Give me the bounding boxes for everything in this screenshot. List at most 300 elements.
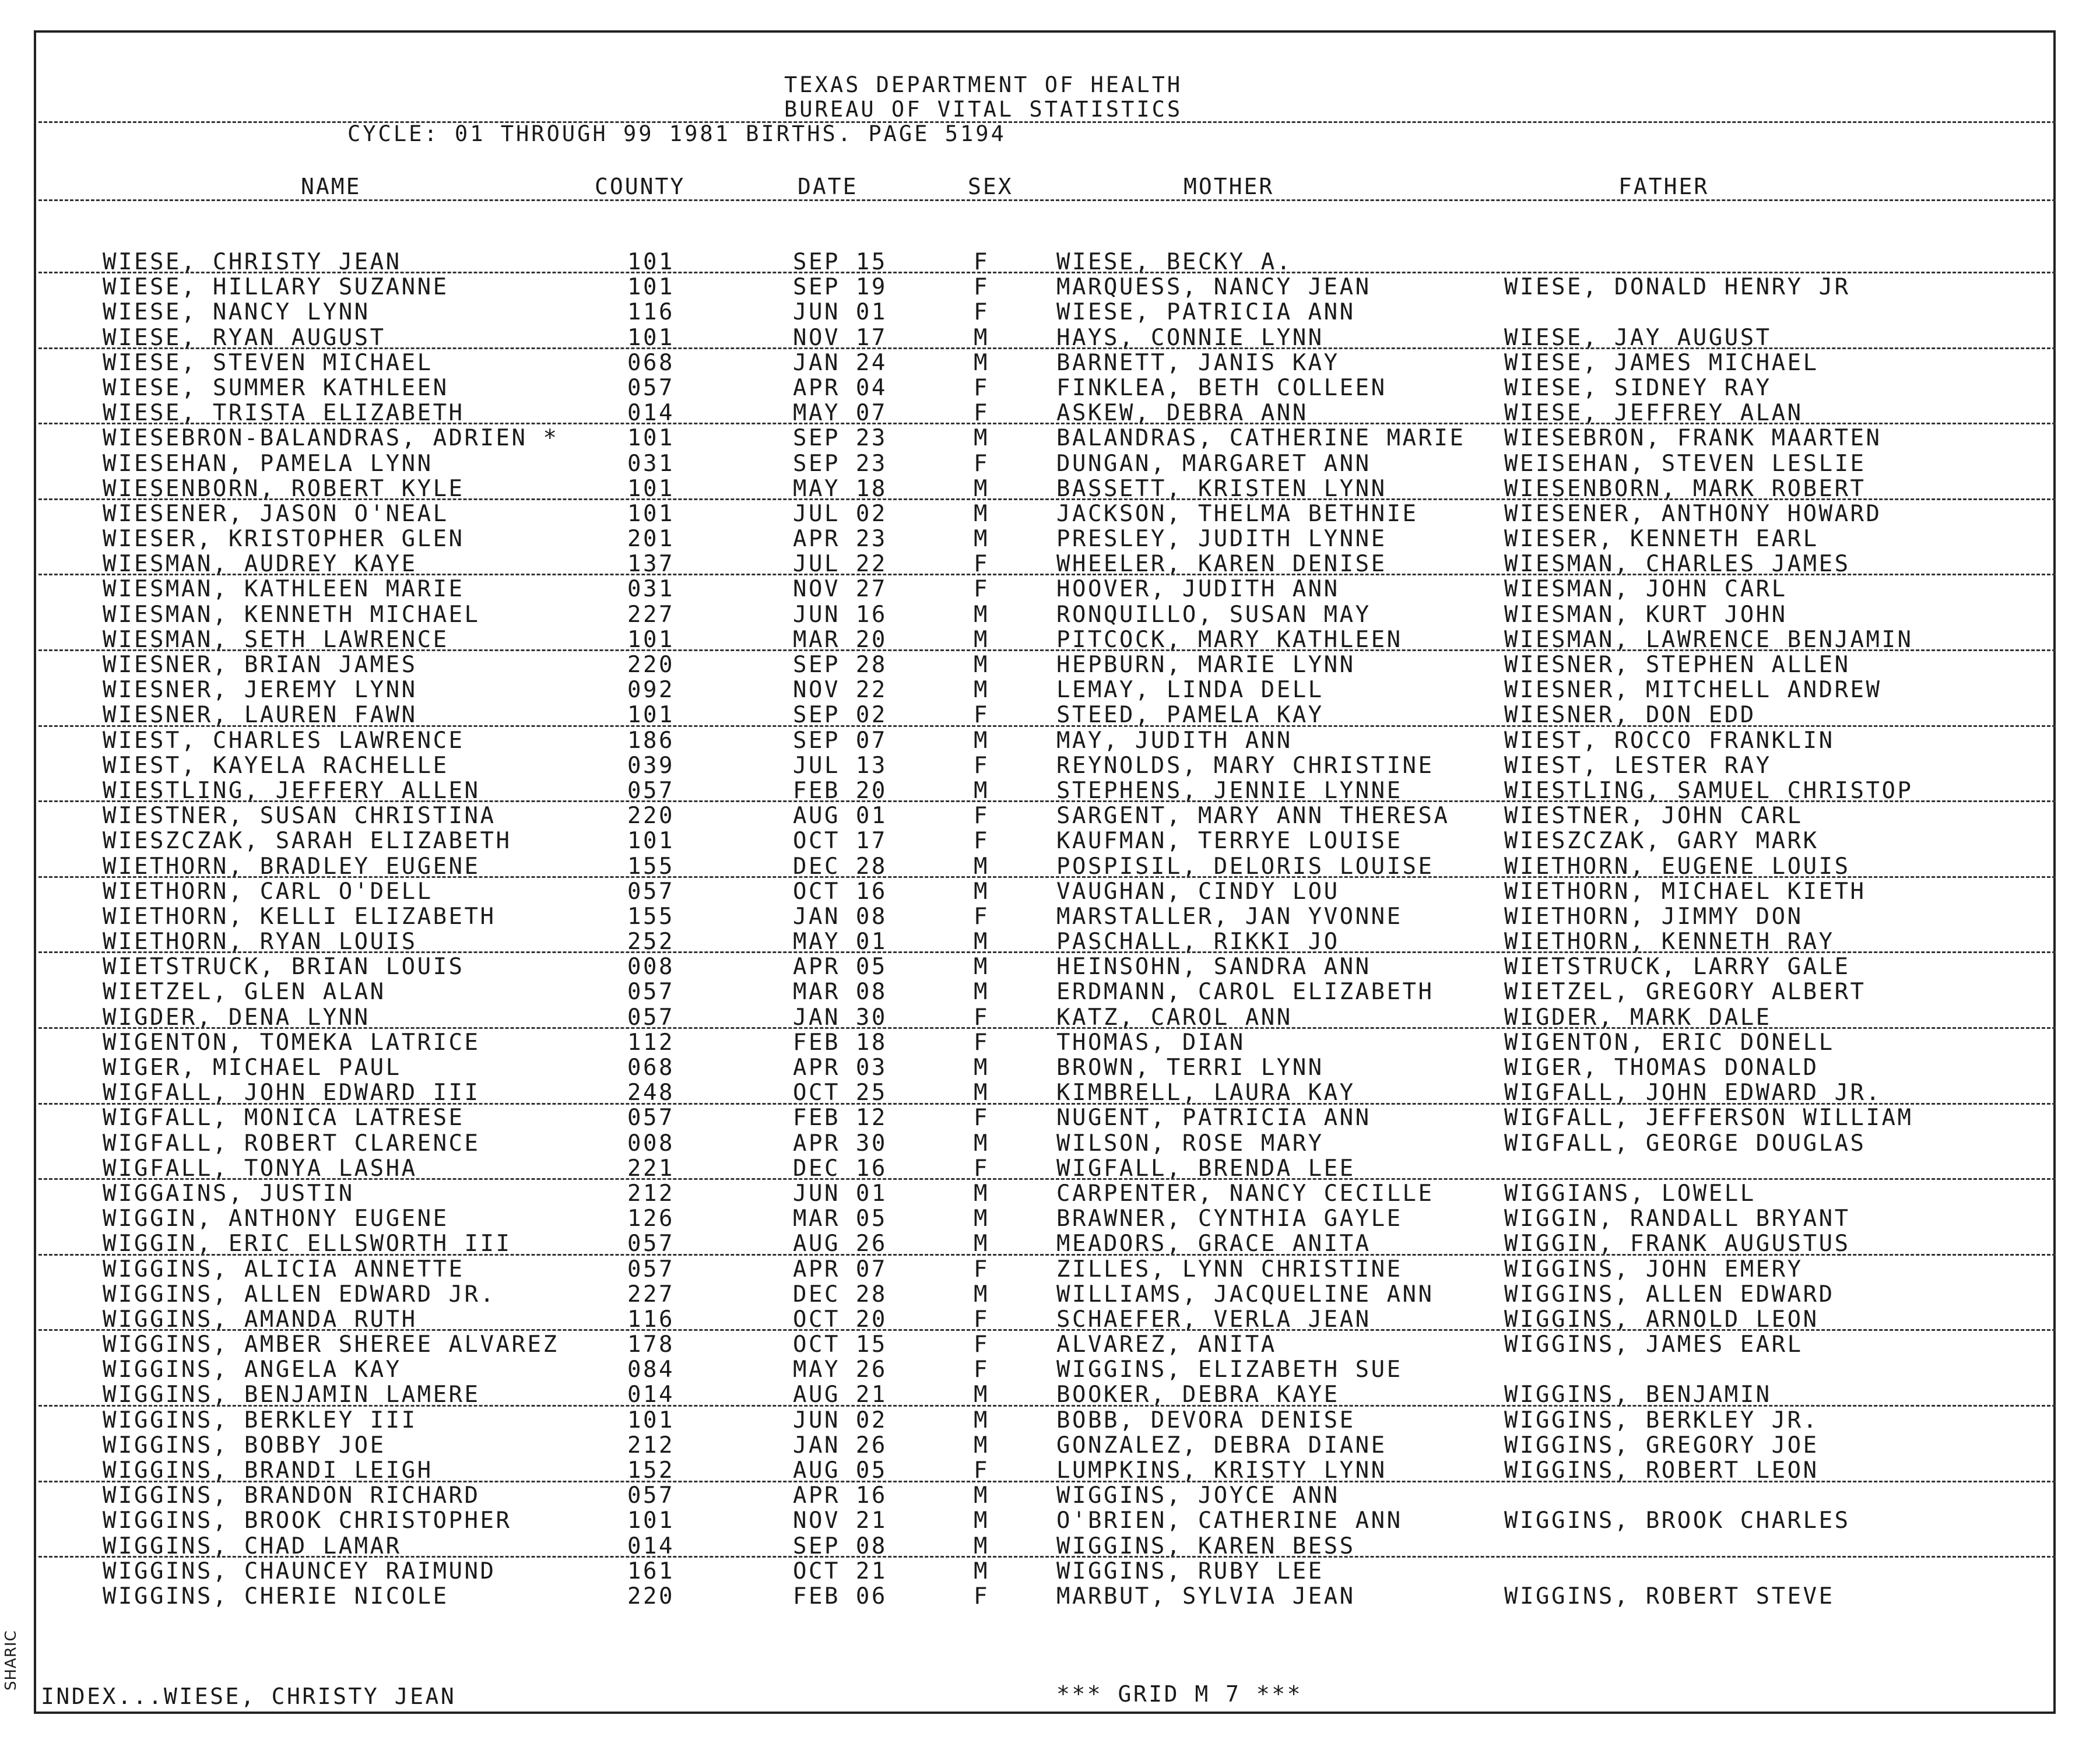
cell-father: WIETZEL, GREGORY ALBERT	[1504, 979, 1866, 1006]
cell-name: WIGGINS, CHAUNCEY RAIMUND	[103, 1558, 496, 1584]
column-header-name: NAME	[301, 174, 361, 199]
cell-name: WIGFALL, JOHN EDWARD III	[103, 1080, 480, 1106]
cell-date: MAY 18	[793, 475, 887, 502]
cell-name: WIETSTRUCK, BRIAN LOUIS	[103, 954, 465, 981]
cell-father: WIEST, LESTER RAY	[1504, 752, 1772, 779]
cell-sex: F	[974, 576, 989, 603]
cell-name: WIGGIN, ERIC ELLSWORTH III	[103, 1231, 512, 1257]
cell-sex: F	[974, 400, 989, 427]
cell-sex: M	[974, 1382, 989, 1408]
header-cycle: CYCLE: 01 THROUGH 99 1981 BIRTHS. PAGE 5194	[347, 121, 1006, 146]
cell-date: FEB 20	[793, 777, 887, 804]
cell-name: WIESTNER, SUSAN CHRISTINA	[103, 803, 496, 830]
cell-sex: F	[974, 1357, 989, 1383]
cell-county: 092	[627, 677, 675, 704]
cell-sex: M	[974, 979, 989, 1006]
cell-mother: GONZALEZ, DEBRA DIANE	[1056, 1432, 1387, 1459]
cell-father: WIESTLING, SAMUEL CHRISTOP	[1504, 777, 1913, 804]
table-row	[0, 702, 2100, 728]
cell-county: 057	[627, 1231, 675, 1257]
cell-mother: LUMPKINS, KRISTY LYNN	[1056, 1457, 1387, 1484]
cell-mother: WIESE, BECKY A.	[1056, 249, 1293, 275]
cell-date: OCT 21	[793, 1558, 887, 1584]
row-separator-line	[38, 1178, 2056, 1180]
cell-date: OCT 15	[793, 1331, 887, 1358]
cell-name: WIESE, CHRISTY JEAN	[103, 249, 402, 275]
cell-county: 101	[627, 702, 675, 729]
cell-date: FEB 18	[793, 1029, 887, 1056]
cell-father: WIETHORN, KENNETH RAY	[1504, 929, 1835, 955]
cell-sex: M	[974, 1055, 989, 1081]
cell-sex: F	[974, 1105, 989, 1131]
cell-name: WIESER, KRISTOPHER GLEN	[103, 526, 465, 553]
table-row	[0, 1105, 2100, 1130]
table-row	[0, 627, 2100, 652]
cell-date: AUG 21	[793, 1382, 887, 1408]
cell-name: WIESE, NANCY LYNN	[103, 299, 370, 326]
cell-sex: F	[974, 374, 989, 401]
table-row	[0, 1559, 2100, 1584]
cell-name: WIETHORN, RYAN LOUIS	[103, 929, 417, 955]
cell-sex: M	[974, 929, 989, 955]
cell-mother: JACKSON, THELMA BETHNIE	[1056, 500, 1418, 527]
table-row	[0, 828, 2100, 853]
cell-sex: F	[974, 752, 989, 779]
cell-mother: MARQUESS, NANCY JEAN	[1056, 274, 1371, 301]
cell-father: WIGGINS, ROBERT STEVE	[1504, 1583, 1835, 1610]
table-row	[0, 1206, 2100, 1231]
cell-name: WIESE, TRISTA ELIZABETH	[103, 400, 465, 427]
table-row	[0, 451, 2100, 476]
cell-name: WIGFALL, TONYA LASHA	[103, 1155, 417, 1182]
cell-mother: BOOKER, DEBRA KAYE	[1056, 1382, 1340, 1408]
cell-mother: BROWN, TERRI LYNN	[1056, 1055, 1324, 1081]
cell-mother: WIGGINS, KAREN BESS	[1056, 1533, 1355, 1559]
cell-sex: M	[974, 1407, 989, 1433]
cell-county: 057	[627, 1482, 675, 1509]
cell-date: SEP 02	[793, 702, 887, 729]
column-header-date: DATE	[798, 174, 858, 199]
cell-name: WIETZEL, GLEN ALAN	[103, 979, 386, 1006]
column-header-sex: SEX	[968, 174, 1013, 199]
cell-sex: M	[974, 727, 989, 754]
cell-county: 126	[627, 1206, 675, 1232]
cell-county: 220	[627, 803, 675, 830]
cell-date: NOV 27	[793, 576, 887, 603]
cell-sex: M	[974, 652, 989, 678]
cell-name: WIGGAINS, JUSTIN	[103, 1180, 354, 1207]
cell-mother: ERDMANN, CAROL ELIZABETH	[1056, 979, 1434, 1006]
cell-name: WIESMAN, KENNETH MICHAEL	[103, 601, 480, 628]
table-row	[0, 501, 2100, 526]
row-separator-line	[38, 1103, 2056, 1105]
table-row	[0, 577, 2100, 602]
cell-county: 101	[627, 626, 675, 653]
cell-mother: MAY, JUDITH ANN	[1056, 727, 1293, 754]
cell-father: WIESNER, STEPHEN ALLEN	[1504, 652, 1850, 678]
row-separator-line	[38, 1254, 2056, 1256]
table-row	[0, 1307, 2100, 1332]
cell-sex: M	[974, 324, 989, 351]
cell-sex: M	[974, 475, 989, 502]
cell-sex: M	[974, 1558, 989, 1584]
cell-sex: M	[974, 853, 989, 880]
cell-father: WIGGINS, BENJAMIN	[1504, 1382, 1772, 1408]
table-row	[0, 1433, 2100, 1458]
cell-name: WIGENTON, TOMEKA LATRICE	[103, 1029, 480, 1056]
table-row	[0, 778, 2100, 803]
cell-father: WIESNER, MITCHELL ANDREW	[1504, 677, 1882, 704]
cell-sex: F	[974, 702, 989, 729]
cell-mother: KATZ, CAROL ANN	[1056, 1004, 1293, 1031]
cell-county: 101	[627, 324, 675, 351]
cell-date: OCT 16	[793, 878, 887, 905]
cell-county: 057	[627, 979, 675, 1006]
cell-name: WIGGINS, ALICIA ANNETTE	[103, 1256, 465, 1282]
cell-date: APR 16	[793, 1482, 887, 1509]
cell-date: MAY 01	[793, 929, 887, 955]
table-row	[0, 526, 2100, 551]
cell-date: SEP 15	[793, 249, 887, 275]
cell-county: 220	[627, 652, 675, 678]
cell-date: SEP 19	[793, 274, 887, 301]
table-row	[0, 677, 2100, 702]
cell-date: JUL 13	[793, 752, 887, 779]
cell-sex: M	[974, 1533, 989, 1559]
cell-name: WIGGINS, BRANDON RICHARD	[103, 1482, 480, 1509]
cell-mother: BASSETT, KRISTEN LYNN	[1056, 475, 1387, 502]
cell-county: 101	[627, 475, 675, 502]
cell-sex: M	[974, 500, 989, 527]
cell-sex: M	[974, 1482, 989, 1509]
cell-name: WIGGINS, AMBER SHEREE ALVAREZ	[103, 1331, 559, 1358]
cell-county: 101	[627, 274, 675, 301]
cell-name: WIESE, HILLARY SUZANNE	[103, 274, 449, 301]
cell-mother: SCHAEFER, VERLA JEAN	[1056, 1306, 1371, 1333]
cell-mother: DUNGAN, MARGARET ANN	[1056, 450, 1371, 477]
cell-name: WIEST, CHARLES LAWRENCE	[103, 727, 465, 754]
cell-county: 031	[627, 450, 675, 477]
cell-date: AUG 01	[793, 803, 887, 830]
cell-name: WIESTLING, JEFFERY ALLEN	[103, 777, 480, 804]
table-row	[0, 602, 2100, 627]
cell-mother: HEPBURN, MARIE LYNN	[1056, 652, 1355, 678]
table-row	[0, 325, 2100, 350]
cell-father: WIGGINS, BROOK CHARLES	[1504, 1507, 1850, 1534]
cell-mother: LEMAY, LINDA DELL	[1056, 677, 1324, 704]
cell-father: WIGFALL, JEFFERSON WILLIAM	[1504, 1105, 1913, 1131]
side-mark: SHARIC	[2, 1630, 20, 1691]
cell-county: 068	[627, 349, 675, 376]
table-row	[0, 275, 2100, 300]
cell-county: 084	[627, 1357, 675, 1383]
cell-father: WIGFALL, GEORGE DOUGLAS	[1504, 1130, 1866, 1157]
table-row	[0, 1508, 2100, 1533]
cell-father: WIETHORN, EUGENE LOUIS	[1504, 853, 1850, 880]
cell-county: 008	[627, 1130, 675, 1157]
cell-county: 186	[627, 727, 675, 754]
cell-date: MAR 05	[793, 1206, 887, 1232]
cell-date: SEP 23	[793, 450, 887, 477]
cell-mother: KIMBRELL, LAURA KAY	[1056, 1080, 1355, 1106]
cell-name: WIGFALL, MONICA LATRESE	[103, 1105, 465, 1131]
cell-sex: M	[974, 526, 989, 553]
cell-date: SEP 08	[793, 1533, 887, 1559]
table-row	[0, 1408, 2100, 1433]
cell-county: 031	[627, 576, 675, 603]
cell-sex: M	[974, 1206, 989, 1232]
cell-father: WIESTNER, JOHN CARL	[1504, 803, 1803, 830]
cell-mother: WIESE, PATRICIA ANN	[1056, 299, 1355, 326]
cell-name: WIGGINS, CHAD LAMAR	[103, 1533, 402, 1559]
cell-sex: M	[974, 601, 989, 628]
cell-county: 116	[627, 299, 675, 326]
cell-date: JAN 24	[793, 349, 887, 376]
cell-mother: BRAWNER, CYNTHIA GAYLE	[1056, 1206, 1403, 1232]
cell-county: 221	[627, 1155, 675, 1182]
cell-mother: BARNETT, JANIS KAY	[1056, 349, 1340, 376]
cell-mother: PITCOCK, MARY KATHLEEN	[1056, 626, 1403, 653]
cell-date: MAY 07	[793, 400, 887, 427]
cell-mother: WIGGINS, JOYCE ANN	[1056, 1482, 1340, 1509]
cell-date: JUL 22	[793, 551, 887, 578]
cell-county: 212	[627, 1432, 675, 1459]
cell-date: APR 07	[793, 1256, 887, 1282]
cell-date: NOV 17	[793, 324, 887, 351]
cell-name: WIGDER, DENA LYNN	[103, 1004, 370, 1031]
cell-date: NOV 21	[793, 1507, 887, 1534]
cell-name: WIGGINS, BOBBY JOE	[103, 1432, 386, 1459]
cell-father: WIESNER, DON EDD	[1504, 702, 1756, 729]
cell-mother: ASKEW, DEBRA ANN	[1056, 400, 1308, 427]
cell-name: WIESE, SUMMER KATHLEEN	[103, 374, 449, 401]
cell-county: 057	[627, 878, 675, 905]
table-row	[0, 1231, 2100, 1256]
cell-sex: M	[974, 878, 989, 905]
cell-name: WIESNER, LAUREN FAWN	[103, 702, 417, 729]
table-row	[0, 250, 2100, 275]
header-department: TEXAS DEPARTMENT OF HEALTH	[784, 72, 1183, 97]
cell-father: WIESMAN, CHARLES JAMES	[1504, 551, 1850, 578]
cell-date: APR 30	[793, 1130, 887, 1157]
cell-name: WIGGINS, BERKLEY III	[103, 1407, 417, 1433]
row-separator-line	[38, 951, 2056, 953]
row-separator-line	[38, 1027, 2056, 1029]
cell-county: 220	[627, 1583, 675, 1610]
cell-father: WIGGINS, JOHN EMERY	[1504, 1256, 1803, 1282]
cell-name: WIGGIN, ANTHONY EUGENE	[103, 1206, 449, 1232]
cell-date: NOV 22	[793, 677, 887, 704]
cell-sex: M	[974, 1432, 989, 1459]
cell-father: WIETHORN, JIMMY DON	[1504, 903, 1803, 930]
table-row	[0, 1483, 2100, 1508]
footer-index: INDEX...WIESE, CHRISTY JEAN	[41, 1684, 456, 1709]
cell-father: WEISEHAN, STEVEN LESLIE	[1504, 450, 1866, 477]
cell-county: 178	[627, 1331, 675, 1358]
cell-county: 008	[627, 954, 675, 981]
cell-father: WIESMAN, KURT JOHN	[1504, 601, 1788, 628]
cell-mother: MARSTALLER, JAN YVONNE	[1056, 903, 1403, 930]
column-header-mother: MOTHER	[1184, 174, 1274, 199]
cell-date: MAY 26	[793, 1357, 887, 1383]
cell-father: WIESE, JEFFREY ALAN	[1504, 400, 1803, 427]
cell-name: WIESMAN, KATHLEEN MARIE	[103, 576, 465, 603]
cell-mother: WIGGINS, RUBY LEE	[1056, 1558, 1324, 1584]
cell-sex: M	[974, 1080, 989, 1106]
cell-county: 057	[627, 777, 675, 804]
cell-county: 057	[627, 374, 675, 401]
cell-sex: M	[974, 1507, 989, 1534]
cell-sex: F	[974, 828, 989, 855]
table-row	[0, 1030, 2100, 1055]
cell-mother: MEADORS, GRACE ANITA	[1056, 1231, 1371, 1257]
table-row	[0, 476, 2100, 501]
cell-date: JUN 16	[793, 601, 887, 628]
cell-county: 101	[627, 500, 675, 527]
cell-sex: F	[974, 1457, 989, 1484]
cell-sex: F	[974, 274, 989, 301]
cell-county: 014	[627, 1533, 675, 1559]
table-row	[0, 854, 2100, 879]
cell-name: WIGGINS, BENJAMIN LAMERE	[103, 1382, 480, 1408]
cell-county: 014	[627, 400, 675, 427]
cell-mother: WIGFALL, BRENDA LEE	[1056, 1155, 1355, 1182]
cell-county: 152	[627, 1457, 675, 1484]
cell-name: WIESMAN, AUDREY KAYE	[103, 551, 417, 578]
cell-father: WIESE, SIDNEY RAY	[1504, 374, 1772, 401]
cell-sex: M	[974, 1130, 989, 1157]
cell-county: 039	[627, 752, 675, 779]
cell-sex: M	[974, 1231, 989, 1257]
cell-name: WIETHORN, KELLI ELIZABETH	[103, 903, 496, 930]
cell-mother: WILLIAMS, JACQUELINE ANN	[1056, 1281, 1434, 1308]
cell-name: WIETHORN, BRADLEY EUGENE	[103, 853, 480, 880]
cell-sex: F	[974, 1155, 989, 1182]
cell-mother: NUGENT, PATRICIA ANN	[1056, 1105, 1371, 1131]
cell-father: WIEST, ROCCO FRANKLIN	[1504, 727, 1835, 754]
cell-name: WIGFALL, ROBERT CLARENCE	[103, 1130, 480, 1157]
table-row	[0, 300, 2100, 325]
cell-county: 057	[627, 1004, 675, 1031]
cell-county: 137	[627, 551, 675, 578]
cell-county: 101	[627, 249, 675, 275]
cell-sex: M	[974, 677, 989, 704]
cell-mother: THOMAS, DIAN	[1056, 1029, 1245, 1056]
table-row	[0, 954, 2100, 979]
cell-date: JAN 08	[793, 903, 887, 930]
cell-sex: F	[974, 1306, 989, 1333]
cell-sex: M	[974, 349, 989, 376]
cell-mother: SARGENT, MARY ANN THERESA	[1056, 803, 1450, 830]
cell-county: 227	[627, 1281, 675, 1308]
cell-father: WIGDER, MARK DALE	[1504, 1004, 1772, 1031]
cell-date: APR 05	[793, 954, 887, 981]
cell-date: JUN 01	[793, 299, 887, 326]
cell-date: APR 04	[793, 374, 887, 401]
cell-mother: BOBB, DEVORA DENISE	[1056, 1407, 1355, 1433]
cell-date: SEP 23	[793, 425, 887, 452]
table-row	[0, 375, 2100, 400]
cell-county: 101	[627, 1407, 675, 1433]
row-separator-line	[38, 649, 2056, 651]
cell-county: 212	[627, 1180, 675, 1207]
cell-mother: PRESLEY, JUDITH LYNNE	[1056, 526, 1387, 553]
cell-father: WIESEBRON, FRANK MAARTEN	[1504, 425, 1882, 452]
cell-mother: STEED, PAMELA KAY	[1056, 702, 1324, 729]
cell-father: WIESE, JAY AUGUST	[1504, 324, 1772, 351]
row-separator-line	[38, 498, 2056, 500]
table-row	[0, 350, 2100, 375]
cell-name: WIGGINS, ALLEN EDWARD JR.	[103, 1281, 496, 1308]
table-row	[0, 929, 2100, 954]
cell-name: WIESENER, JASON O'NEAL	[103, 500, 449, 527]
cell-county: 112	[627, 1029, 675, 1056]
cell-county: 201	[627, 526, 675, 553]
table-row	[0, 652, 2100, 677]
row-separator-line	[38, 725, 2056, 727]
cell-sex: F	[974, 551, 989, 578]
row-separator-line	[38, 423, 2056, 424]
cell-name: WIESZCZAK, SARAH ELIZABETH	[103, 828, 512, 855]
cell-date: APR 23	[793, 526, 887, 553]
cell-name: WIESEHAN, PAMELA LYNN	[103, 450, 433, 477]
cell-mother: HEINSOHN, SANDRA ANN	[1056, 954, 1371, 981]
cell-mother: ALVAREZ, ANITA	[1056, 1331, 1277, 1358]
cell-date: JUN 02	[793, 1407, 887, 1433]
cell-mother: POSPISIL, DELORIS LOUISE	[1056, 853, 1434, 880]
cell-name: WIEST, KAYELA RACHELLE	[103, 752, 449, 779]
cell-date: OCT 17	[793, 828, 887, 855]
cell-sex: F	[974, 1029, 989, 1056]
table-row	[0, 1055, 2100, 1080]
cell-name: WIESE, RYAN AUGUST	[103, 324, 386, 351]
cell-date: AUG 05	[793, 1457, 887, 1484]
cell-father: WIGGINS, JAMES EARL	[1504, 1331, 1803, 1358]
cell-father: WIESE, DONALD HENRY JR	[1504, 274, 1850, 301]
cell-father: WIGGINS, ARNOLD LEON	[1504, 1306, 1819, 1333]
cell-mother: RONQUILLO, SUSAN MAY	[1056, 601, 1371, 628]
row-separator-line	[38, 800, 2056, 802]
cell-county: 068	[627, 1055, 675, 1081]
cell-date: SEP 07	[793, 727, 887, 754]
row-separator-line	[38, 876, 2056, 878]
table-row	[0, 1382, 2100, 1407]
cell-sex: M	[974, 626, 989, 653]
table-row	[0, 1131, 2100, 1156]
cell-date: MAR 20	[793, 626, 887, 653]
cell-name: WIGGINS, ANGELA KAY	[103, 1357, 402, 1383]
cell-county: 248	[627, 1080, 675, 1106]
table-row	[0, 1257, 2100, 1282]
cell-date: AUG 26	[793, 1231, 887, 1257]
cell-county: 057	[627, 1105, 675, 1131]
cell-county: 161	[627, 1558, 675, 1584]
cell-mother: STEPHENS, JENNIE LYNNE	[1056, 777, 1403, 804]
cell-father: WIGFALL, JOHN EDWARD JR.	[1504, 1080, 1882, 1106]
cell-father: WIGGIANS, LOWELL	[1504, 1180, 1756, 1207]
cell-father: WIGGINS, ALLEN EDWARD	[1504, 1281, 1835, 1308]
table-row	[0, 1332, 2100, 1357]
cell-county: 252	[627, 929, 675, 955]
cell-county: 057	[627, 1256, 675, 1282]
cell-father: WIESMAN, LAWRENCE BENJAMIN	[1504, 626, 1913, 653]
cell-mother: FINKLEA, BETH COLLEEN	[1056, 374, 1387, 401]
header-bureau: BUREAU OF VITAL STATISTICS	[784, 97, 1183, 122]
cell-sex: F	[974, 450, 989, 477]
cell-date: OCT 20	[793, 1306, 887, 1333]
column-header-dash-line	[38, 199, 2056, 201]
cell-date: FEB 12	[793, 1105, 887, 1131]
